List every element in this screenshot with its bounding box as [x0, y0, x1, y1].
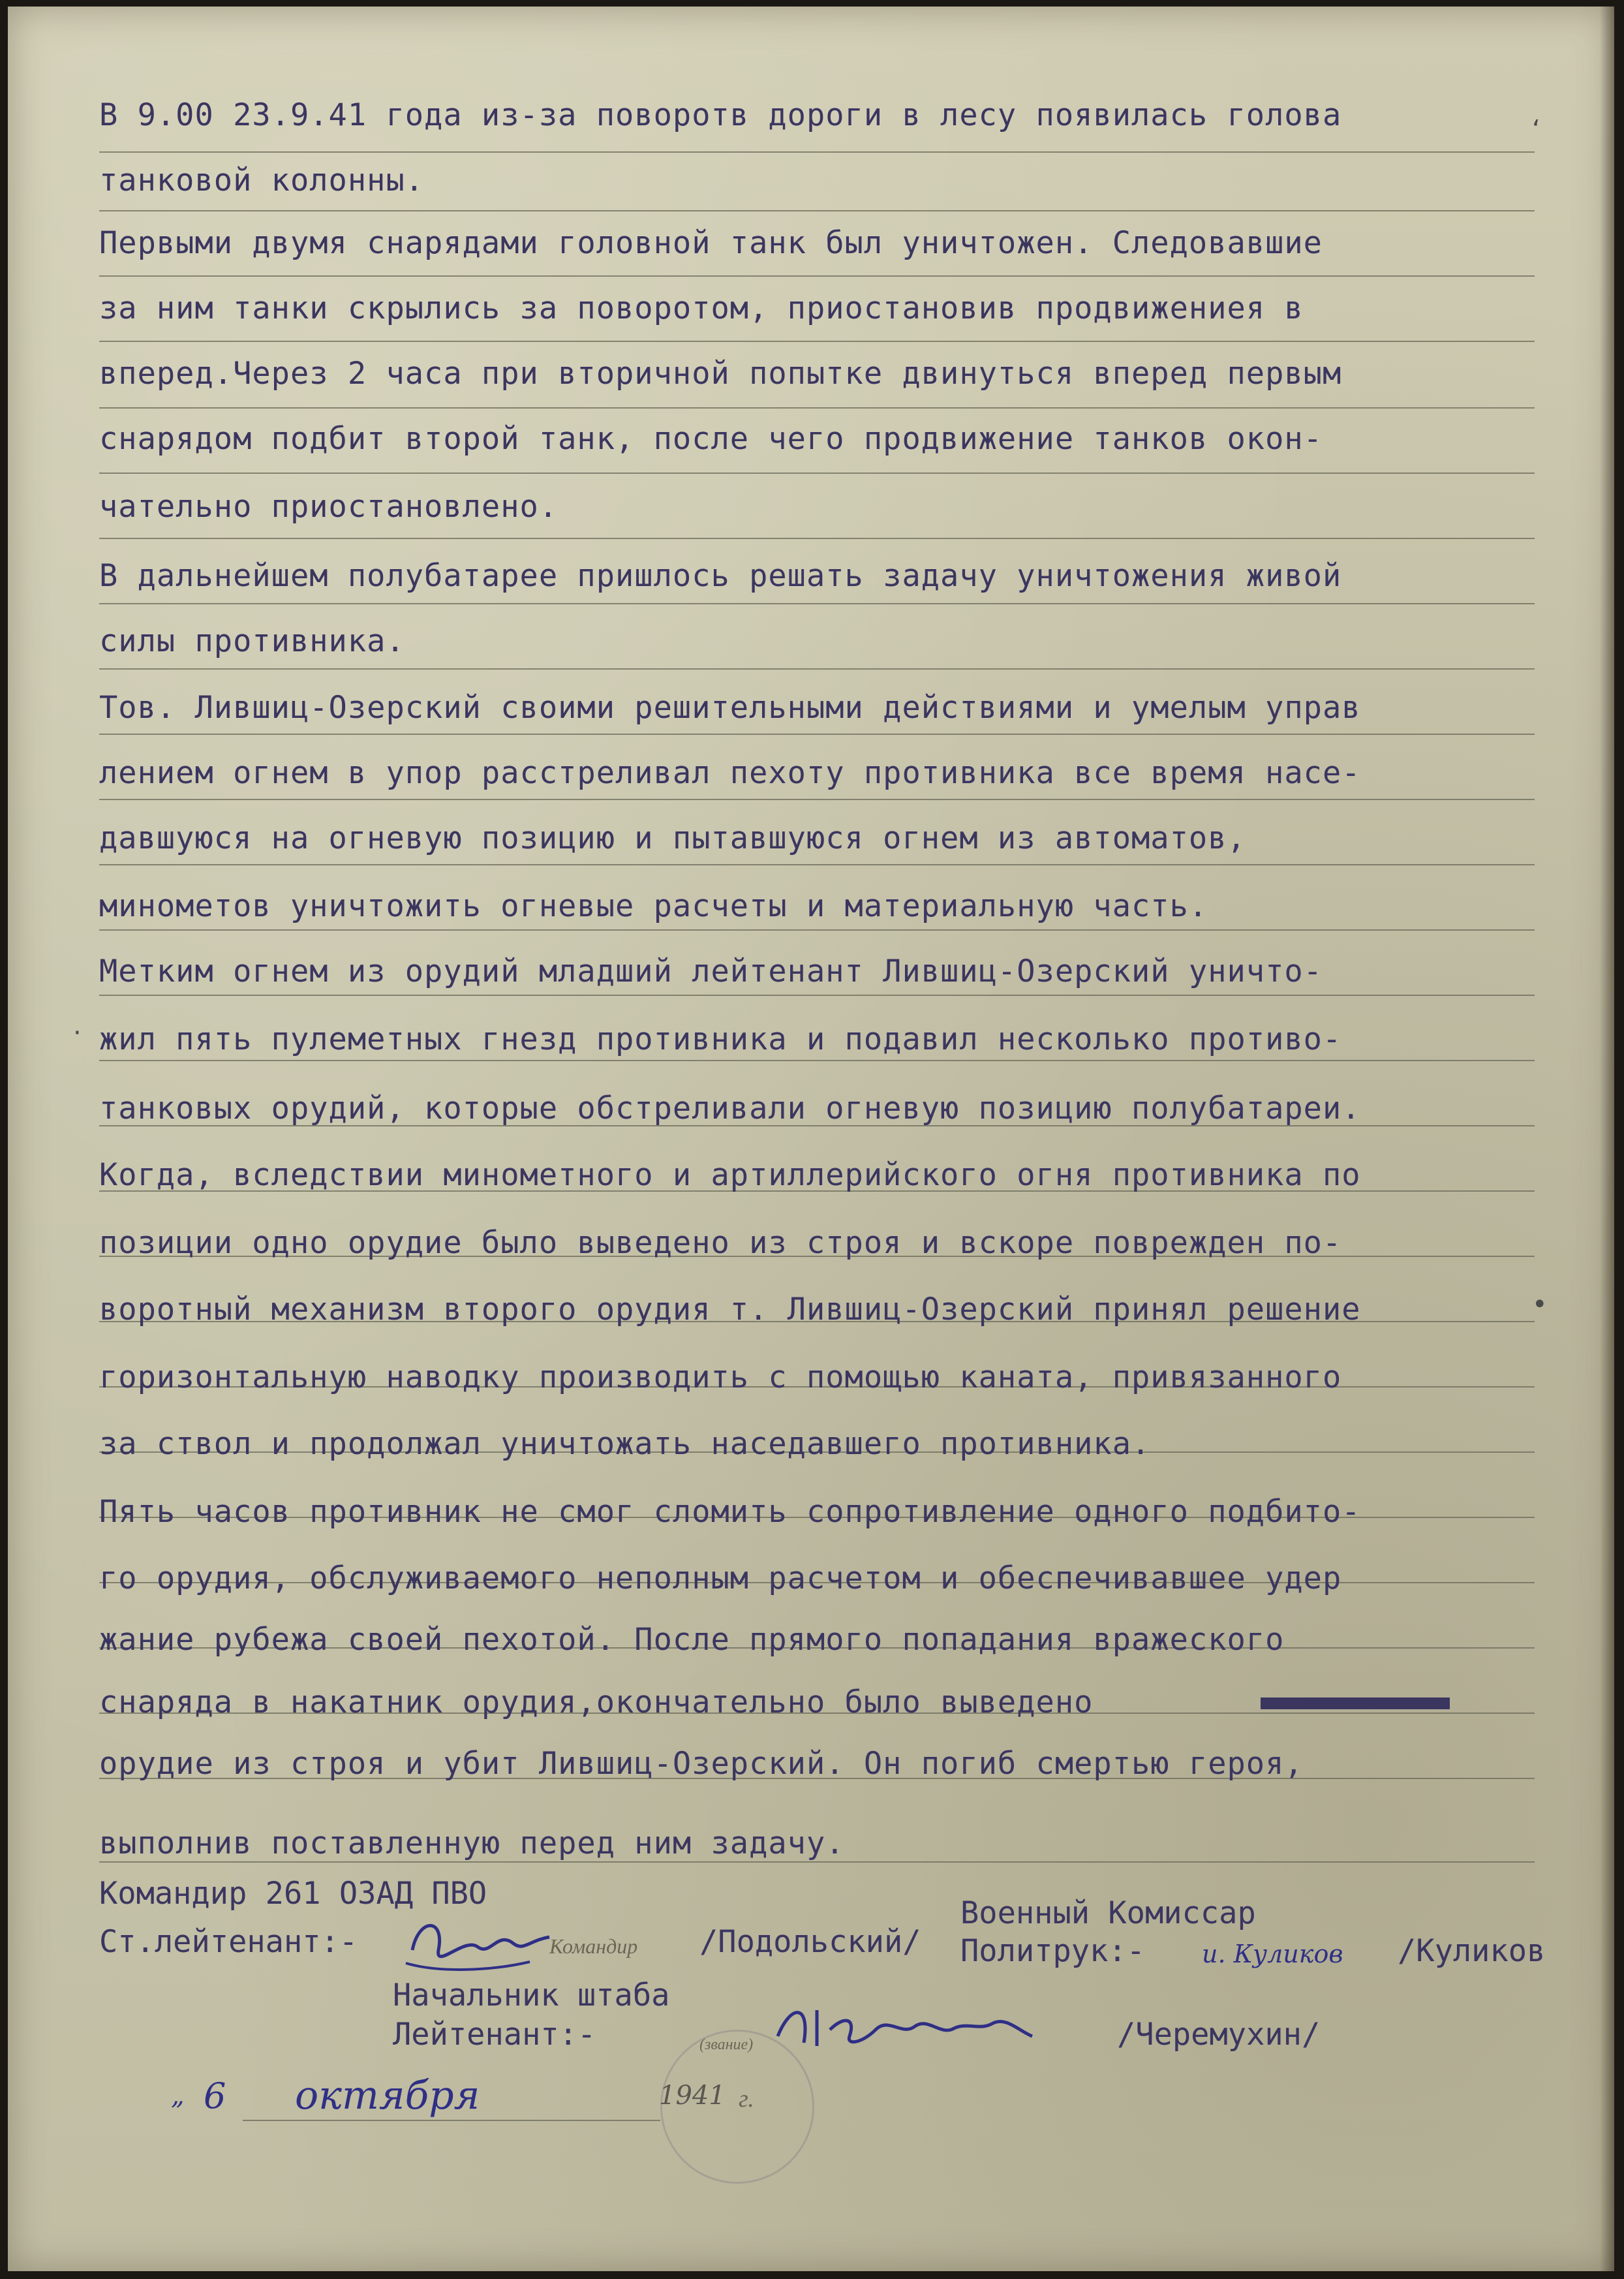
ruled-line — [99, 407, 1535, 409]
text-line: давшуюся на огневую позицию и пытавшуюся огнем из автоматов, — [99, 820, 1246, 856]
date-quote: „ — [171, 2081, 185, 2111]
commander-title: Командир 261 ОЗАД ПВО — [99, 1876, 487, 1912]
text-line: вперед.Через 2 часа при вторичной попытке двинуться вперед первым — [99, 356, 1342, 392]
text-line: жание рубежа своей пехотой. После прямого попадания вражеского — [99, 1622, 1285, 1658]
form-label-commander: Командир — [549, 1934, 638, 1958]
commander-name: /Подольский/ — [699, 1924, 921, 1960]
chief-rank: Лейтенант:- — [393, 2017, 596, 2053]
text-line: выполнив поставленную перед ним задачу. — [99, 1825, 845, 1861]
commissar-title: Военный Комиссар — [960, 1895, 1256, 1931]
margin-dot: · — [73, 1018, 82, 1048]
date-underline — [243, 2120, 660, 2121]
text-line: танковой колонны. — [99, 163, 425, 198]
text-line: минометов уничтожить огневые расчеты и материальную часть. — [99, 888, 1208, 924]
text-line: снарядом подбит второй танк, после чего продвижение танков окон- — [99, 421, 1323, 457]
text-line: орудие из строя и убит Лившиц-Озерский. Он погиб смертью героя, — [99, 1746, 1304, 1782]
commissar-name: /Куликов — [1398, 1933, 1546, 1969]
document-sheet — [8, 7, 1614, 2271]
margin-tick: ʻ — [1532, 115, 1540, 145]
margin-dot: • — [1532, 1290, 1548, 1320]
date-day: 6 — [204, 2075, 226, 2116]
commander-rank: Ст.лейтенант:- — [99, 1924, 358, 1960]
text-line: Первыми двумя снарядами головной танк был уничтожен. Следовавшие — [99, 225, 1323, 261]
text-line: го орудия, обслуживаемого неполным расчетом и обеспечивавшее удер — [99, 1560, 1342, 1596]
page-edge-shadow — [1600, 7, 1614, 2271]
overtype-mark — [1261, 1690, 1456, 1716]
commander-handwritten-signature — [399, 1911, 556, 1983]
chief-name: /Черемухин/ — [1117, 2017, 1321, 2053]
text-line: Когда, вследствии минометного и артиллерийского огня противника по — [99, 1157, 1361, 1193]
text-line: горизонтальную наводку производить с помощью каната, привязанного — [99, 1359, 1342, 1395]
text-line: Метким огнем из орудий младший лейтенант Лившиц-Озерский уничто- — [99, 953, 1323, 989]
form-label-rank: (звание) — [699, 2036, 754, 2053]
text-line: за ним танки скрылись за поворотом, приостановив продвижениея в — [99, 290, 1304, 326]
ruled-line — [99, 538, 1535, 539]
ruled-line — [99, 341, 1535, 342]
date-suffix: г. — [739, 2085, 754, 2113]
text-line: лением огнем в упор расстреливал пехоту противника все время насе- — [99, 755, 1361, 791]
text-line: силы противника. — [99, 623, 405, 659]
chief-handwritten-signature — [771, 1991, 1045, 2062]
ruled-line — [99, 210, 1535, 211]
text-line: танковых орудий, которые обстреливали огневую позицию полубатареи. — [99, 1091, 1361, 1126]
text-line: снаряда в накатник орудия,окончательно было выведено — [99, 1684, 1094, 1720]
ruled-line — [99, 473, 1535, 474]
commissar-signature: и. Куликов — [1202, 1940, 1343, 1968]
text-line: за ствол и продолжал уничтожать наседавшего противника. — [99, 1426, 1151, 1462]
text-line: позиции одно орудие было выведено из строя и вскоре поврежден по- — [99, 1225, 1342, 1261]
text-line: Тов. Лившиц-Озерский своими решительными действиями и умелым управ — [99, 690, 1361, 726]
text-line: Пять часов противник не смог сломить сопротивление одного подбито- — [99, 1494, 1361, 1530]
commissar-rank: Политрук:- — [960, 1933, 1145, 1969]
date-month: октября — [295, 2073, 480, 2118]
text-line: чательно приостановлено. — [99, 489, 559, 525]
text-line: жил пять пулеметных гнезд противника и подавил несколько противо- — [99, 1021, 1342, 1057]
text-line: воротный механизм второго орудия т. Лившиц-Озерский принял решение — [99, 1292, 1361, 1327]
text-line: В дальнейшем полубатарее пришлось решать задачу уничтожения живой — [99, 558, 1342, 594]
chief-title: Начальник штаба — [393, 1977, 670, 2013]
text-line: В 9.00 23.9.41 года из-за поворотв дороги в лесу появилась голова — [99, 97, 1342, 133]
ruled-line — [99, 275, 1535, 277]
date-year: 1941 — [659, 2081, 726, 2111]
